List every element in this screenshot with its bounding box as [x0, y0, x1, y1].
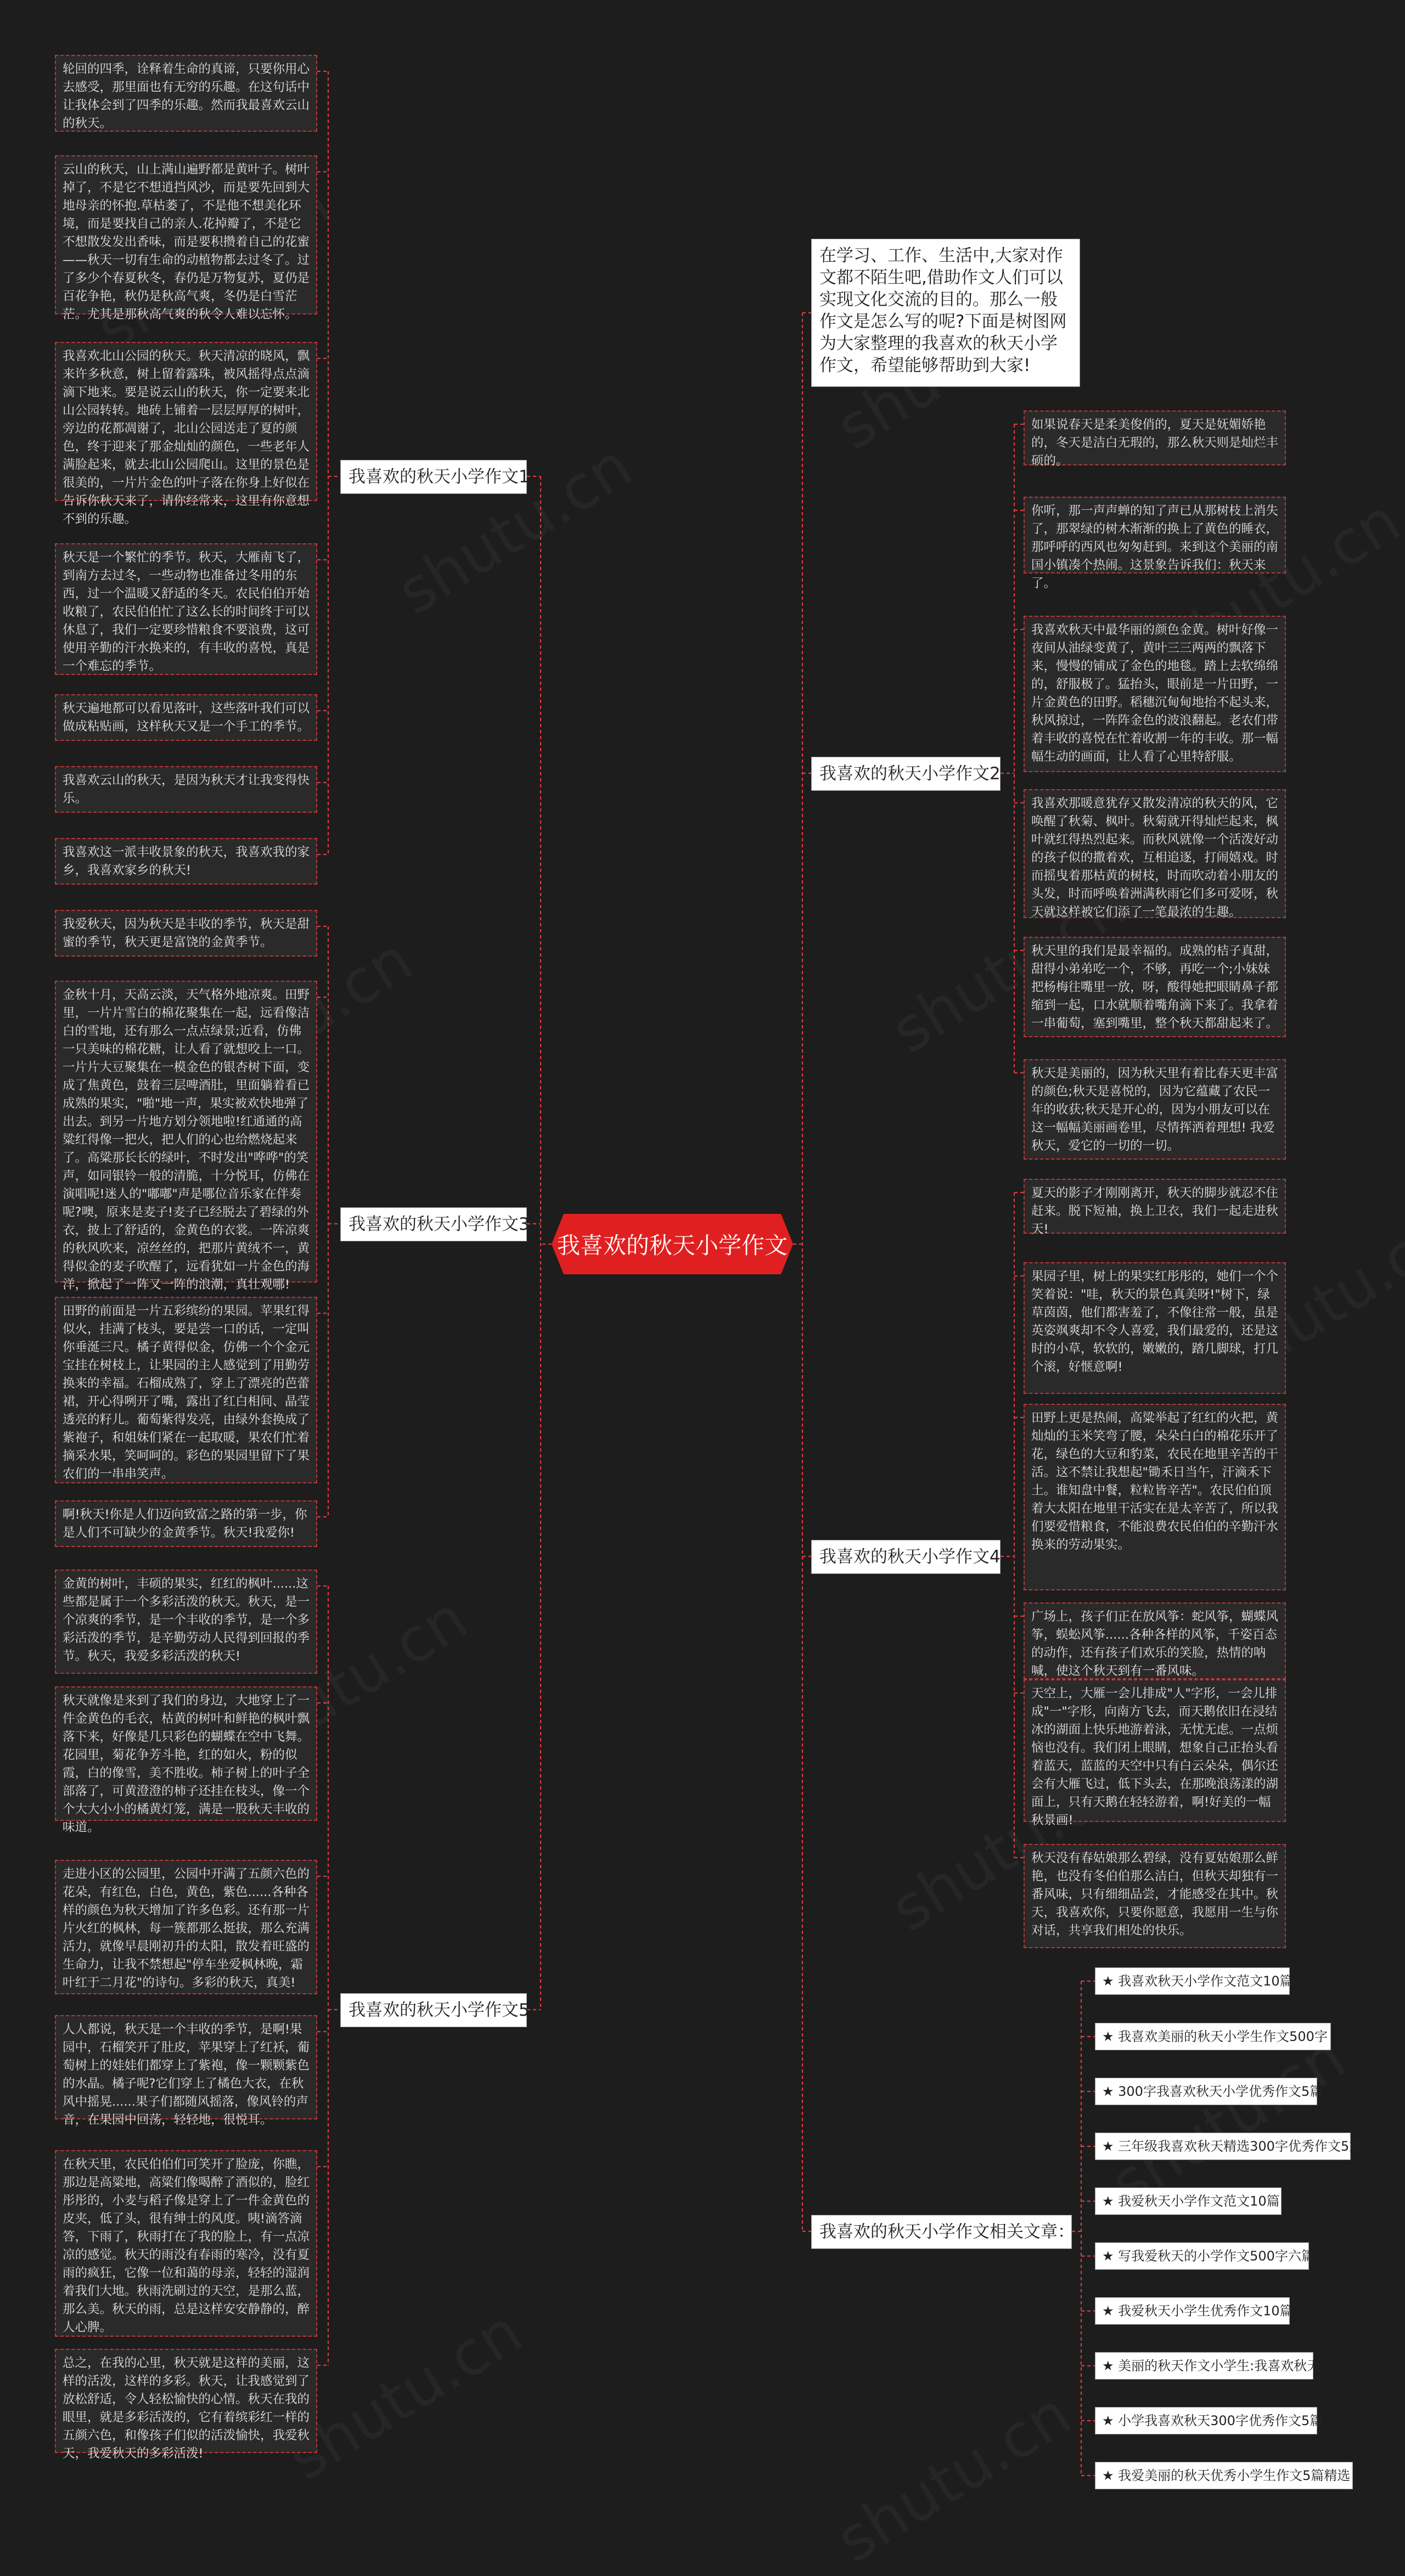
leaf-node: 你听，那一声声蝉的知了声已从那树枝上消失了，那翠绿的树木渐渐的换上了黄色的睡衣，那呼呼的西风也匆匆赶到。来到这个美丽的南国小镇凑个热闹。这景象告诉我们：秋天来了。	[1024, 497, 1286, 573]
leaf-node: 我喜欢这一派丰收景象的秋天，我喜欢我的家乡，我喜欢家乡的秋天!	[55, 838, 317, 885]
leaf-node: 云山的秋天，山上满山遍野都是黄叶子。树叶掉了，不是它不想逍挡风沙，而是要先回到大地母亲的怀抱.草枯萎了，不是他不想美化环境，而是要找自己的亲人.花掉瓣了，不是它不想散发发出香味，而是要积攒着自己的花蜜——秋天一切有生命的动植物都去过冬了。过了多少个春夏秋冬，春仍是万物复苏，夏仍是百花争艳，秋仍是秋高气爽，冬仍是白雪茫茫。尤其是那秋高气爽的秋令人难以忘怀。	[55, 155, 317, 314]
related-article-link[interactable]: ★ 300字我喜欢秋天小学优秀作文5篇	[1095, 2078, 1317, 2105]
leaf-node: 秋天就像是来到了我们的身边，大地穿上了一件金黄色的毛衣，枯黄的树叶和鲜艳的枫叶飘落下来，好像是几只彩色的蝴蝶在空中飞舞。花园里，菊花争芳斗艳，红的如火，粉的似霞，白的像雪，美不胜收。柿子树上的叶子全部落了，可黄澄澄的柿子还挂在枝头，像一个个大大小小的橘黄灯笼，满是一股秋天丰收的味道。	[55, 1686, 317, 1821]
leaf-node: 金黄的树叶，丰硕的果实，红红的枫叶......这些都是属于一个多彩活泼的秋天。秋天，是一个凉爽的季节，是一个丰收的季节，是一个多彩活泼的季节，是辛勤劳动人民得到回报的季节。秋天，我爱多彩活泼的秋天!	[55, 1570, 317, 1674]
leaf-node: 秋天是一个繁忙的季节。秋天，大雁南飞了，到南方去过冬，一些动物也准备过冬用的东西，过一个温暖又舒适的冬天。农民伯伯开始收粮了，农民伯伯忙了这么长的时间终于可以休息了，我们一定要珍惜粮食不要浪费，这可使用辛勤的汗水换来的，有丰收的喜悦，真是一个难忘的季节。	[55, 543, 317, 675]
leaf-node: 我喜欢秋天中最华丽的颜色金黄。树叶好像一夜间从油绿变黄了，黄叶三三两两的飘落下来，慢慢的铺成了金色的地毯。踏上去软绵绵的，舒服极了。猛抬头，眼前是一片田野，一片金黄色的田野。稻穗沉甸甸地抬不起头来，秋风掠过，一阵阵金色的波浪翻起。老农们带着丰收的喜悦在忙着收割一年的丰收。那一幅幅生动的画面，让人看了心里特舒服。	[1024, 616, 1286, 772]
branch-node[interactable]: 我喜欢的秋天小学作文3	[340, 1207, 527, 1241]
leaf-node: 秋天遍地都可以看见落叶，这些落叶我们可以做成粘贴画，这样秋天又是一个手工的季节。	[55, 694, 317, 741]
related-article-link[interactable]: ★ 我爱美丽的秋天优秀小学生作文5篇精选	[1095, 2462, 1353, 2489]
leaf-node: 如果说春天是柔美俊俏的，夏天是妩媚娇艳的，冬天是洁白无瑕的，那么秋天则是灿烂丰硕的。	[1024, 410, 1286, 465]
related-article-link[interactable]: ★ 美丽的秋天作文小学生:我喜欢秋天	[1095, 2352, 1313, 2380]
related-article-link[interactable]: ★ 我爱秋天小学生优秀作文10篇	[1095, 2297, 1290, 2325]
intro-text: 在学习、工作、生活中,大家对作文都不陌生吧,借助作文人们可以实现文化交流的目的。那么一般作文是怎么写的呢?下面是树图网为大家整理的我喜欢的秋天小学作文，希望能够帮助到大家!	[811, 239, 1080, 387]
leaf-node: 轮回的四季，诠释着生命的真谛，只要你用心去感受，那里面也有无穷的乐趣。在这句话中让我体会到了四季的乐趣。然而我最喜欢云山的秋天。	[55, 55, 317, 132]
leaf-node: 总之，在我的心里，秋天就是这样的美丽，这样的活泼，这样的多彩。秋天，让我感觉到了放松舒适，令人轻松愉快的心情。秋天在我的眼里，就是多彩活泼的，它有着缤彩红一样的五颜六色，和像孩子们似的活泼愉快，我爱秋天，我爱秋天的多彩活泼!	[55, 2349, 317, 2453]
branch-node[interactable]: 我喜欢的秋天小学作文相关文章：	[811, 2215, 1072, 2249]
leaf-node: 我喜欢云山的秋天，是因为秋天才让我变得快乐。	[55, 766, 317, 813]
related-article-link[interactable]: ★ 我喜欢美丽的秋天小学生作文500字	[1095, 2023, 1331, 2050]
root-label: 我喜欢的秋天小学作文	[557, 1232, 788, 1259]
leaf-node: 田野上更是热闹，高粱举起了红红的火把，黄灿灿的玉米笑弯了腰，朵朵白白的棉花乐开了花，绿色的大豆和豹菜，农民在地里辛苦的干活。这不禁让我想起"锄禾日当午，汗滴禾下土。谁知盘中餐，粒粒皆辛苦"。农民伯伯顶着大太阳在地里干活实在是太辛苦了，所以我们要爱惜粮食，不能浪费农民伯伯的辛勤汗水换来的劳动果实。	[1024, 1404, 1286, 1590]
related-article-link[interactable]: ★ 小学我喜欢秋天300字优秀作文5篇	[1095, 2407, 1317, 2434]
root-node[interactable]	[552, 1214, 793, 1274]
leaf-node: 走进小区的公园里，公园中开满了五颜六色的花朵，有红色，白色，黄色，紫色......各种各样的颜色为秋天增加了许多色彩。还有那一片片火红的枫林，每一簇都那么挺拔，那么充满活力，就像早晨刚初升的太阳，散发着旺盛的生命力，让我不禁想起"停车坐爱枫林晚，霜叶红于二月花"的诗句。多彩的秋天，真美!	[55, 1860, 317, 1994]
leaf-node: 我喜欢北山公园的秋天。秋天清凉的晓风，飘来许多秋意，树上留着露珠，被风摇得点点滴滴下地来。要是说云山的秋天，你一定要来北山公园转转。地砖上铺着一层层厚厚的树叶，旁边的花都凋谢了，北山公园送走了夏的颜色，终于迎来了那金灿灿的颜色，一些老年人满脸起来，就去北山公园爬山。这里的景色是很美的，一片片金色的叶子落在你身上好似在告诉你秋天来了，请你经常来，这里有你意想不到的乐趣。	[55, 342, 317, 501]
related-article-link[interactable]: ★ 我喜欢秋天小学作文范文10篇	[1095, 1967, 1290, 1995]
related-article-link[interactable]: ★ 三年级我喜欢秋天精选300字优秀作文5篇	[1095, 2133, 1351, 2160]
leaf-node: 秋天是美丽的，因为秋天里有着比春天更丰富的颜色;秋天是喜悦的，因为它蕴藏了农民一年的收获;秋天是开心的，因为小朋友可以在这一幅幅美丽画卷里，尽情挥洒着理想! 我爱秋天，爱它的一切的一切。	[1024, 1059, 1286, 1160]
branch-node[interactable]: 我喜欢的秋天小学作文2	[811, 757, 1001, 791]
leaf-node: 田野的前面是一片五彩缤纷的果园。苹果红得似火，挂满了枝头，要是尝一口的话，一定叫你垂涎三尺。橘子黄得似金，仿佛一个个金元宝挂在树枝上，让果园的主人感觉到了用勤劳换来的幸福。石榴成熟了，穿上了漂亮的芭蕾裙，开心得咧开了嘴，露出了红白相间、晶莹透亮的籽儿。葡萄紫得发亮，由绿外套换成了紫袍子，和姐妹们紧在一起取暖，果农们忙着摘采水果，笑呵呵的。彩色的果园里留下了果农们的一串串笑声。	[55, 1297, 317, 1483]
leaf-node: 果园子里，树上的果实红彤彤的，她们一个个笑着说："哇，秋天的景色真美呀!"树下，绿草茵茵，他们都害羞了，不像往常一般，虽是英姿飒爽却不令人喜爱，我们最爱的，还是这时的小草，软软的，嫩嫩的，踏几脚球，打几个滚，好惬意啊!	[1024, 1262, 1286, 1394]
related-article-link[interactable]: ★ 写我爱秋天的小学作文500字六篇	[1095, 2242, 1309, 2270]
leaf-node: 在秋天里，农民伯伯们可笑开了脸庞，你瞧，那边是高粱地，高粱们像喝醉了酒似的，脸红彤彤的，小麦与稻子像是穿上了一件金黄色的皮夹，低了头，很有绅士的风度。咦!滴答滴答，下雨了，秋雨打在了我的脸上，有一点凉凉的感觉。秋天的雨没有春雨的寒冷，没有夏雨的疯狂，它像一位和蔼的母亲，轻轻的湿润着我们大地。秋雨洗刷过的天空，是那么蓝，那么美。秋天的雨，总是这样安安静静的，醉人心脾。	[55, 2150, 317, 2337]
leaf-node: 金秋十月，天高云淡，天气格外地凉爽。田野里，一片片雪白的棉花聚集在一起，远看像洁白的雪地，还有那么一点点绿景;近看，仿佛一只美味的棉花糖，让人看了就想咬上一口。一片片大豆聚集在一模金色的银杏树下面，变成了焦黄色，鼓着三层啤酒肚，里面躺着看已成熟的果实，"啪"地一声，果实被欢快地弹了出去。到另一片地方划分领地啦!红通通的高粱红得像一把火，把人们的心也给燃烧起来了。高粱那长长的绿叶，不时发出"哗哗"的笑声，如同银铃一般的清脆，十分悦耳，仿佛在演唱呢!迷人的"嘟嘟"声是哪位音乐家在伴奏呢?噢，原来是麦子!麦子已经脱去了碧绿的外衣，披上了舒适的，金黄色的衣裳。一阵凉爽的秋风吹来，凉丝丝的，把那片黄绒不一，黄得似金的麦子吹醒了，远看犹如一片金色的海洋，掀起了一阵又一阵的浪潮，真壮观哪!	[55, 981, 317, 1283]
leaf-node: 人人都说，秋天是一个丰收的季节，是啊!果园中，石榴笑开了肚皮，苹果穿上了红袄，葡萄树上的娃娃们都穿上了紫袍，像一颗颗紫色的水晶。橘子呢?它们穿上了橘色大衣，在秋风中摇晃......果子们都随风摇落，像风铃的声音，在果园中回荡，轻轻地，很悦耳。	[55, 2015, 317, 2119]
related-article-link[interactable]: ★ 我爱秋天小学作文范文10篇	[1095, 2187, 1282, 2215]
leaf-node: 夏天的影子才刚刚离开，秋天的脚步就忍不住赶来。脱下短袖，换上卫衣，我们一起走进秋天!	[1024, 1179, 1286, 1234]
watermark-logo	[824, 2378, 1082, 2576]
leaf-node: 天空上，大雁一会儿排成"人"字形，一会儿排成"一"字形，向南方飞去，而天鹅依旧在浸结冰的湖面上快乐地游着泳，无忧无虑。一点烦恼也没有。我们闭上眼睛，想象自己正抬头看着蓝天，蓝蓝的天空中只有白云朵朵，偶尔还会有大雁飞过，低下头去，在那晚浪荡漾的湖面上，只有天鹅在轻轻游着，啊!好美的一幅秋景画!	[1024, 1679, 1286, 1822]
leaf-node: 秋天里的我们是最幸福的。成熟的桔子真甜，甜得小弟弟吃一个，不够，再吃一个;小妹妹把杨梅往嘴里一放，呀，酸得她把眼睛鼻子都缩到一起，口水就顺着嘴角滴下来了。我拿着一串葡萄，塞到嘴里，整个秋天都甜起来了。	[1024, 937, 1286, 1037]
leaf-node: 广场上，孩子们正在放风筝：蛇风筝，蝴蝶风筝，蜈蚣风筝......各种各样的风筝，千姿百态的动作，还有孩子们欢乐的笑脸，热情的呐喊，使这个秋天到有一番风味。	[1024, 1602, 1286, 1679]
leaf-node: 啊!秋天!你是人们迈向致富之路的第一步，你是人们不可缺少的金黄季节。秋天!我爱你!	[55, 1500, 317, 1547]
leaf-node: 我喜欢那暖意犹存又散发清凉的秋天的风，它唤醒了秋菊、枫叶。秋菊就开得灿烂起来，枫叶就红得热烈起来。而秋风就像一个活泼好动的孩子似的撒着欢，互相追逐，打闹嬉戏。时而摇曳着那枯黄的树枝，时而吹动着小朋友的头发，时而呼唤着洲满秋雨它们多可爱呀，秋天就这样被它们添了一笔最浓的生趣。	[1024, 789, 1286, 918]
branch-node[interactable]: 我喜欢的秋天小学作文4	[811, 1540, 1001, 1574]
branch-node[interactable]: 我喜欢的秋天小学作文5	[340, 1993, 527, 2027]
leaf-node: 我爱秋天，因为秋天是丰收的季节，秋天是甜蜜的季节，秋天更是富饶的金黄季节。	[55, 910, 317, 957]
leaf-node: 秋天没有春姑娘那么碧绿，没有夏姑娘那么鲜艳，也没有冬伯伯那么洁白，但秋天却独有一番风味，只有细细品尝，才能感受在其中。秋天，我喜欢你，只要你愿意，我愿用一生与你对话，共享我们相处的快乐。	[1024, 1844, 1286, 1948]
branch-node[interactable]: 我喜欢的秋天小学作文1	[340, 460, 527, 494]
